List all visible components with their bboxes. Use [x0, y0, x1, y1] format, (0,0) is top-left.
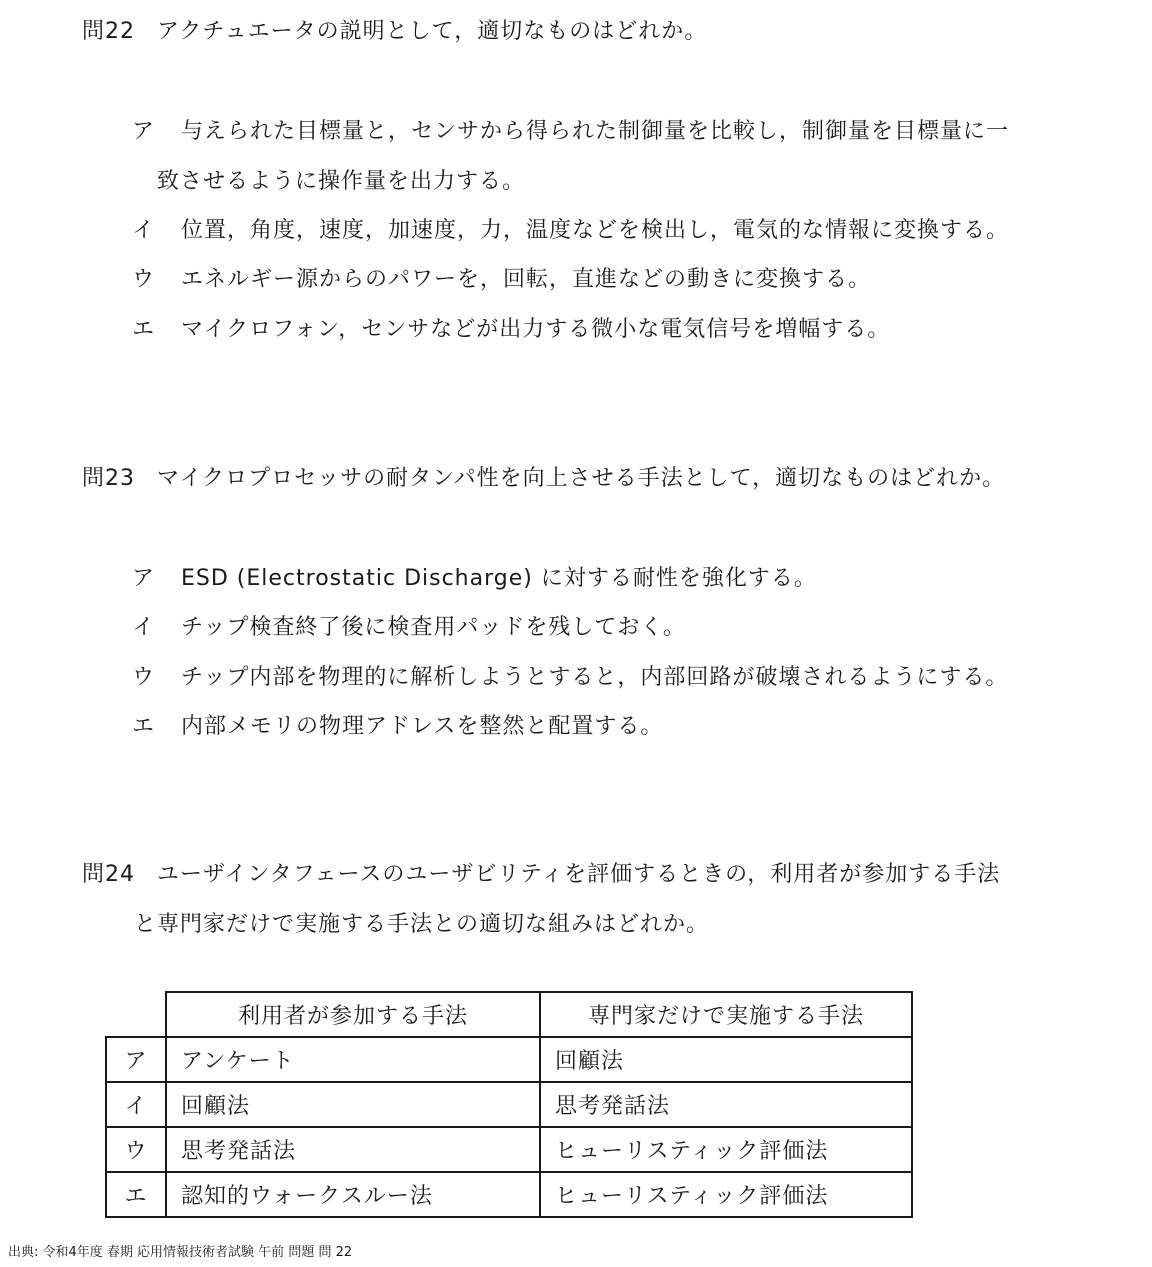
option-label: ア — [132, 566, 156, 591]
option-text: 位置，角度，速度，加速度，力，温度などを検出し，電気的な情報に変換する。 — [181, 218, 1010, 243]
q22-option-u[interactable] — [132, 262, 871, 293]
question-23-text: マイクロプロセッサの耐タンパ性を向上させる手法として，適切なものはどれか。 — [157, 466, 1006, 491]
question-23-title — [82, 461, 1005, 492]
option-text: ESD (Electrostatic Discharge) に対する耐性を強化する。 — [181, 566, 817, 591]
q23-option-e[interactable] — [132, 709, 663, 740]
cell-expert-method: 回顧法 — [540, 1037, 912, 1082]
option-label: イ — [132, 615, 156, 640]
row-label: イ — [106, 1082, 166, 1127]
question-24-title — [82, 857, 1000, 888]
q22-option-e[interactable] — [132, 312, 890, 343]
option-text: チップ内部を物理的に解析しようとすると，内部回路が破壊されるようにする。 — [181, 665, 1009, 690]
option-label: ア — [132, 119, 156, 144]
table-header-row — [106, 992, 912, 1037]
cell-user-method: 認知的ウォークスルー法 — [166, 1172, 540, 1217]
q23-option-u[interactable] — [132, 660, 1008, 691]
table-row[interactable] — [106, 1037, 912, 1082]
question-24-number: 問24 — [82, 862, 135, 887]
question-24-text: ユーザインタフェースのユーザビリティを評価するときの，利用者が参加する手法 — [157, 862, 1001, 887]
option-label: イ — [132, 218, 156, 243]
cell-expert-method: ヒューリスティック評価法 — [540, 1172, 912, 1217]
option-text: 内部メモリの物理アドレスを整然と配置する。 — [181, 714, 664, 739]
table-row[interactable] — [106, 1082, 912, 1127]
table-row[interactable] — [106, 1172, 912, 1217]
option-label: エ — [132, 317, 156, 342]
q22-option-a-continuation: 致させるように操作量を出力する。 — [157, 169, 526, 194]
answer-table — [105, 991, 913, 1218]
cell-expert-method: 思考発話法 — [540, 1082, 912, 1127]
question-22-number: 問22 — [82, 19, 135, 44]
table-corner — [106, 992, 166, 1037]
row-label: ア — [106, 1037, 166, 1082]
cell-expert-method: ヒューリスティック評価法 — [540, 1127, 912, 1172]
q22-option-i[interactable] — [132, 213, 1009, 244]
question-23-number: 問23 — [82, 466, 135, 491]
cell-user-method: 思考発話法 — [166, 1127, 540, 1172]
q23-option-a[interactable] — [132, 561, 817, 592]
row-label: エ — [106, 1172, 166, 1217]
cell-user-method: 回顧法 — [166, 1082, 540, 1127]
q22-option-a[interactable] — [132, 114, 1009, 145]
row-label: ウ — [106, 1127, 166, 1172]
cell-user-method: アンケート — [166, 1037, 540, 1082]
header-expert-method: 専門家だけで実施する手法 — [540, 992, 912, 1037]
option-label: ウ — [132, 665, 156, 690]
option-text: チップ検査終了後に検査用パッドを残しておく。 — [181, 615, 686, 640]
option-label: ウ — [132, 267, 156, 292]
option-text: 与えられた目標量と，センサから得られた制御量を比較し，制御量を目標量に一 — [181, 119, 1010, 144]
header-user-method: 利用者が参加する手法 — [166, 992, 540, 1037]
option-label: エ — [132, 714, 156, 739]
question-22-title — [82, 14, 707, 45]
option-text: マイクロフォン，センサなどが出力する微小な電気信号を増幅する。 — [181, 317, 891, 342]
question-24-continuation: と専門家だけで実施する手法との適切な組みはどれか。 — [134, 912, 710, 937]
option-text: エネルギー源からのパワーを，回転，直進などの動きに変換する。 — [181, 267, 872, 292]
question-22-text: アクチュエータの説明として，適切なものはどれか。 — [157, 19, 708, 44]
source-citation: 出典: 令和4年度 春期 応用情報技術者試験 午前 問題 問 22 — [8, 1245, 353, 1260]
q23-option-i[interactable] — [132, 610, 686, 641]
table-row[interactable] — [106, 1127, 912, 1172]
